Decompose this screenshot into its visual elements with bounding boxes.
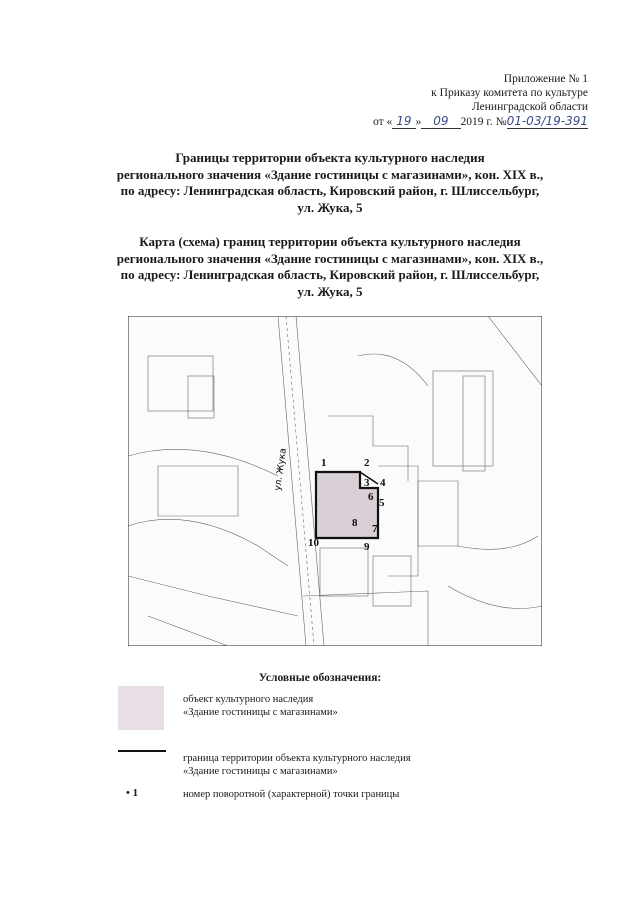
- point-label-4: 4: [380, 477, 386, 489]
- point-label-3: 3: [364, 477, 370, 489]
- title2-line2: регионального значения «Здание гостиницы с магазинами», кон. XIX в.,: [116, 250, 544, 266]
- point-label-5: 5: [379, 497, 385, 509]
- point-label-9: 9: [364, 541, 370, 553]
- appendix-number: Приложение № 1: [503, 73, 588, 85]
- date-mid: »: [415, 116, 422, 128]
- title1-line3: по адресу: Ленинградская область, Кировский район, г. Шлиссельбург,: [120, 183, 540, 198]
- legend-object-line2: «Здание гостиницы с магазинами»: [183, 707, 338, 718]
- legend-boundary-line1: граница территории объекта культурного наследия: [183, 753, 411, 764]
- point-label-2: 2: [364, 457, 370, 469]
- title2-line3: по адресу: Ленинградская область, Кировский район, г. Шлиссельбург,: [120, 267, 540, 282]
- order-date-line: [373, 114, 588, 129]
- point-label-6: 6: [368, 491, 374, 503]
- legend-item-boundary: [183, 752, 411, 778]
- title2-line4: ул. Жука, 5: [297, 283, 363, 299]
- title1-line4: ул. Жука, 5: [297, 199, 363, 215]
- date-day: 19: [392, 114, 415, 129]
- boundary-map: [128, 316, 542, 646]
- boundaries-title: [60, 150, 600, 216]
- legend-item-object: [183, 693, 338, 719]
- date-prefix: от «: [372, 116, 393, 128]
- street-label: ул. Жука: [273, 447, 289, 492]
- legend-boundary-line2: «Здание гостиницы с магазинами»: [183, 766, 338, 777]
- date-year: 2019 г. №: [460, 116, 507, 128]
- map-title: [60, 234, 600, 300]
- date-month: 09: [421, 114, 460, 129]
- point-label-1: 1: [321, 457, 327, 469]
- point-label-8: 8: [352, 517, 358, 529]
- point-label-7: 7: [372, 523, 378, 535]
- order-number: 01-03/19-391: [506, 114, 588, 128]
- committee-region: Ленинградской области: [471, 101, 588, 113]
- legend-object-line1: объект культурного наследия: [183, 694, 314, 705]
- boundary-line-symbol: [118, 750, 166, 752]
- title1-line1: Границы территории объекта культурного наследия: [175, 150, 485, 165]
- point-symbol: • 1: [126, 787, 139, 799]
- order-reference: к Приказу комитета по культуре: [431, 87, 588, 99]
- object-swatch: [118, 686, 164, 730]
- title1-line2: регионального значения «Здание гостиницы с магазинами», кон. XIX в.,: [116, 166, 544, 182]
- title2-line1: Карта (схема) границ территории объекта культурного наследия: [139, 234, 521, 249]
- appendix-header: [373, 72, 588, 129]
- point-label-10: 10: [308, 537, 319, 549]
- legend-item-point: номер поворотной (характерной) точки границы: [183, 789, 400, 800]
- legend-title: Условные обозначения:: [258, 672, 382, 684]
